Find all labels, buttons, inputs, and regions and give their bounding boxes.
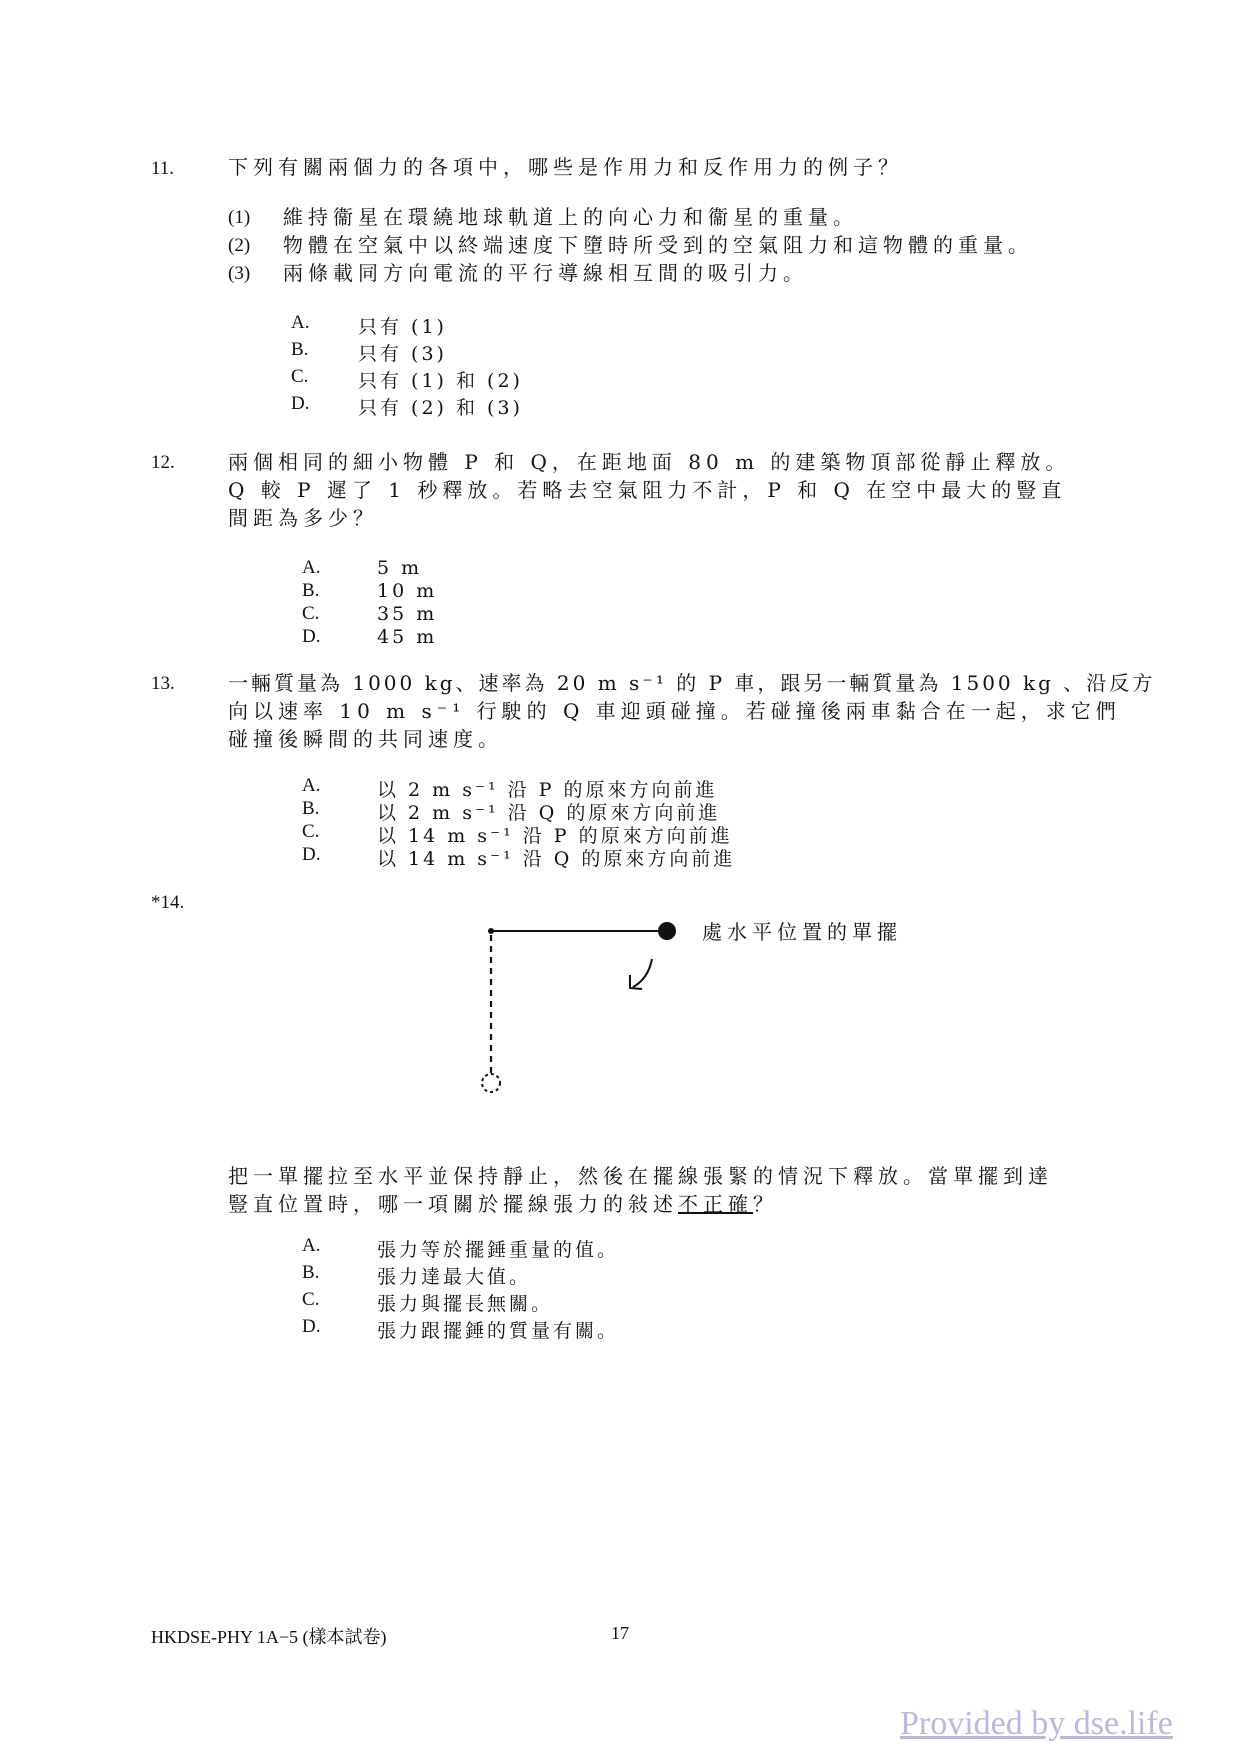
q13-stem-line: 碰撞後瞬間的共同速度。 [228, 727, 503, 751]
q12-stem-line: 間距為多少？ [228, 506, 378, 530]
curved-arrow-icon [630, 959, 652, 989]
q12-option-b: 10 m [377, 580, 438, 602]
q12-option-a-letter: A. [302, 557, 321, 578]
q14-diagram-label: 處水平位置的單擺 [702, 920, 902, 944]
q14-stem-line-2 [228, 1190, 778, 1218]
q12-option-c-letter: C. [302, 603, 320, 624]
q11-statement-label: (1) [228, 207, 251, 228]
q11-statement: 兩條載同方向電流的平行導線相互間的吸引力。 [283, 261, 808, 285]
q11-option-b-letter: B. [291, 339, 309, 360]
q11-option-a-letter: A. [291, 312, 310, 333]
q11-option-b: 只有 (3) [358, 343, 447, 365]
q14-number: *14. [151, 892, 185, 913]
q14-option-a-letter: A. [302, 1235, 321, 1256]
page-number: 17 [611, 1623, 629, 1643]
q11-stem: 下列有關兩個力的各項中，哪些是作用力和反作用力的例子？ [228, 155, 903, 179]
q13-option-c-letter: C. [302, 821, 320, 842]
q13-option-b: 以 2 m s⁻¹ 沿 Q 的原來方向前進 [377, 802, 721, 824]
q12-option-d-letter: D. [302, 626, 321, 647]
q14-option-b-letter: B. [302, 1262, 320, 1283]
q14-option-a: 張力等於擺錘重量的值。 [377, 1239, 620, 1261]
q13-option-c: 以 14 m s⁻¹ 沿 P 的原來方向前進 [377, 825, 733, 847]
q11-option-a: 只有 (1) [358, 316, 447, 338]
q12-option-b-letter: B. [302, 580, 320, 601]
q12-option-a: 5 m [377, 557, 423, 579]
q14-option-d: 張力跟擺錘的質量有關。 [377, 1320, 620, 1342]
q13-stem-line: 一輛質量為 1000 kg、速率為 20 m s⁻¹ 的 P 車，跟另一輛質量為 1500 kg 、沿反方 [228, 671, 1156, 695]
pendulum-diagram [470, 915, 700, 1105]
q14-option-c-letter: C. [302, 1289, 320, 1310]
q11-statement-label: (2) [228, 235, 251, 256]
q14-stem-line: 把一單擺拉至水平並保持靜止，然後在擺線張緊的情況下釋放。當單擺到達 [228, 1164, 1053, 1188]
q13-stem-line: 向以速率 10 m s⁻¹ 行駛的 Q 車迎頭碰撞。若碰撞後兩車黏合在一起，求它們 [228, 699, 1121, 723]
q12-option-d: 45 m [377, 626, 438, 648]
watermark-link[interactable]: Provided by dse.life [900, 1705, 1173, 1742]
q14-stem-post: ？ [753, 1192, 778, 1216]
q12-stem-line: Q 較 P 遲了 1 秒釋放。若略去空氣阻力不計，P 和 Q 在空中最大的豎直 [228, 478, 1067, 502]
q14-stem-pre: 豎直位置時，哪一項關於擺線張力的敍述 [228, 1192, 678, 1216]
pendulum-bob [658, 922, 676, 940]
q13-option-d: 以 14 m s⁻¹ 沿 Q 的原來方向前進 [377, 848, 736, 870]
q11-option-d-letter: D. [291, 393, 310, 414]
q13-option-d-letter: D. [302, 844, 321, 865]
q13-option-a-letter: A. [302, 775, 321, 796]
footer-paper-code: HKDSE-PHY 1A−5 (樣本試卷) [151, 1627, 387, 1647]
q11-statement: 物體在空氣中以終端速度下墮時所受到的空氣阻力和這物體的重量。 [283, 233, 1033, 257]
q12-number: 12. [151, 452, 175, 473]
q11-number: 11. [151, 158, 175, 179]
q12-option-c: 35 m [377, 603, 438, 625]
q11-statement: 維持衞星在環繞地球軌道上的向心力和衞星的重量。 [283, 205, 858, 229]
q11-statement-label: (3) [228, 263, 251, 284]
q13-option-a: 以 2 m s⁻¹ 沿 P 的原來方向前進 [377, 779, 718, 801]
q12-stem-line: 兩個相同的細小物體 P 和 Q，在距地面 80 m 的建築物頂部從靜止釋放。 [228, 450, 1071, 474]
q11-option-c-letter: C. [291, 366, 309, 387]
dashed-bob [482, 1074, 500, 1092]
q11-option-c: 只有 (1) 和 (2) [358, 370, 523, 392]
q14-option-d-letter: D. [302, 1316, 321, 1337]
q14-stem-underlined: 不正確 [678, 1192, 753, 1216]
q14-option-c: 張力與擺長無關。 [377, 1293, 554, 1315]
q13-number: 13. [151, 673, 175, 694]
q13-option-b-letter: B. [302, 798, 320, 819]
q11-option-d: 只有 (2) 和 (3) [358, 397, 523, 419]
q14-option-b: 張力達最大值。 [377, 1266, 532, 1288]
